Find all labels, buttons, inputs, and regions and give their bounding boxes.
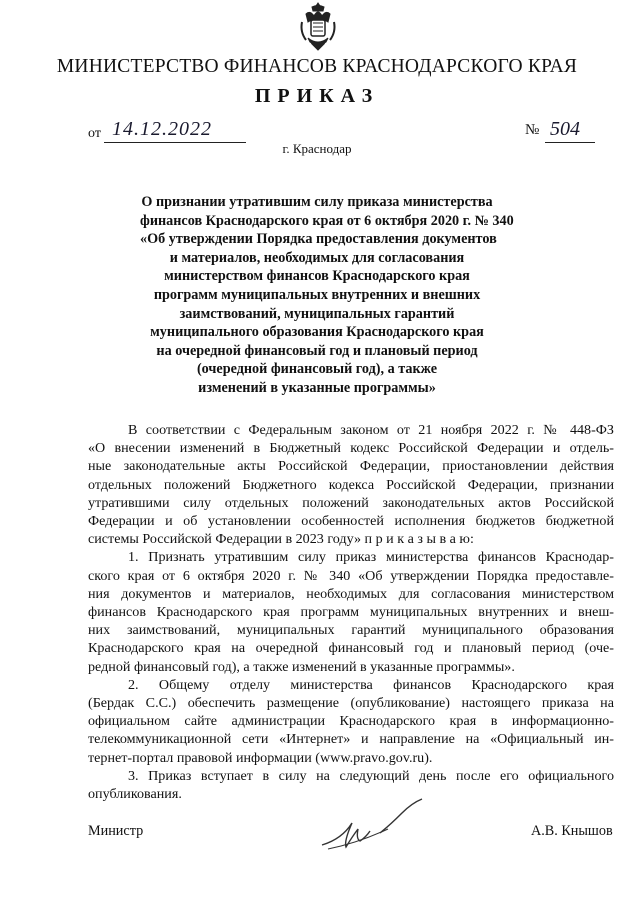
number-label: № xyxy=(525,122,540,138)
title-line: программ муниципальных внутренних и внешних xyxy=(153,286,481,303)
document-body xyxy=(88,421,614,803)
order-date: 14.12.2022 xyxy=(112,118,212,140)
body-line: тернет-портал правовой информации (www.pravo.gov.ru). xyxy=(88,749,433,766)
body-line: Федерации и об установлении особенностей исполнения бюджетов бюджетной xyxy=(88,513,614,530)
body-line: финансов Краснодарского края программ муниципальных внутренних и внеш- xyxy=(88,604,614,621)
title-line: О признании утратившим силу приказа министерства xyxy=(141,194,493,210)
title-line: заимствований, муниципальных гарантий xyxy=(179,305,455,322)
body-line: В соответствии с Федеральным законом от 21 ноября 2022 г. № 448-ФЗ xyxy=(128,422,614,438)
ministry-name: МИНИСТЕРСТВО ФИНАНСОВ КРАСНОДАРСКОГО КРАЯ xyxy=(56,56,578,77)
title-line: «Об утверждении Порядка предоставления документов xyxy=(140,231,497,248)
document-title xyxy=(140,193,514,398)
body-line: 3. Приказ вступает в силу на следующий день после его официального xyxy=(128,767,614,784)
body-line: (Бердак С.С.) обеспечить размещение (опубликование) настоящего приказа на xyxy=(88,695,614,712)
title-line: муниципального образования Краснодарского края xyxy=(150,324,484,341)
body-line: ния документов и материалов, необходимых для согласования министерством xyxy=(88,585,614,602)
body-line: 1. Признать утратившим силу приказ министерства финансов Краснодар- xyxy=(128,549,614,566)
body-line: утратившими силу отдельных положений законодательных актов Российской xyxy=(88,494,614,511)
body-line: ные законодательные акты Российской Федерации, приостановлении действия xyxy=(88,458,614,475)
title-line: финансов Краснодарского края от 6 октября 2020 г. № 340 xyxy=(140,212,514,229)
body-line: системы Российской Федерации в 2023 году» п р и к а з ы в а ю: xyxy=(88,531,474,548)
title-line: (очередной финансовый год), а также xyxy=(196,361,438,378)
order-heading: ПРИКАЗ xyxy=(254,85,380,107)
body-line: телекоммуникационной сети «Интернет» и направление на «Официальный ин- xyxy=(88,731,614,748)
handwritten-signature xyxy=(318,797,433,857)
body-line: 2. Общему отделу министерства финансов Краснодарского края xyxy=(128,676,614,693)
body-line: ского края от 6 октября 2020 г. № 340 «Об утверждении Порядка предоставле- xyxy=(88,567,614,584)
date-label: от xyxy=(88,126,101,141)
body-line: официальном сайте администрации Краснодарского края в информационно- xyxy=(88,713,614,730)
body-line: редной финансовый год), а также изменений в указанные программы». xyxy=(88,658,515,675)
signer-name: А.В. Кнышов xyxy=(531,823,613,839)
title-line: на очередной финансовый год и плановый период xyxy=(156,342,478,359)
signer-position: Министр xyxy=(88,823,144,839)
title-line: министерством финансов Краснодарского края xyxy=(164,268,470,285)
title-line: изменений в указанные программы» xyxy=(198,379,436,396)
body-line: опубликования. xyxy=(88,786,182,803)
body-line: них заимствований, муниципальных гарантий муниципального образования xyxy=(88,622,614,639)
body-line: отдельных положений Бюджетного кодекса Российской Федерации, признании xyxy=(88,476,614,493)
coat-of-arms-emblem xyxy=(298,2,338,52)
body-line: Краснодарского края на очередной финансовый год и плановый период (оче- xyxy=(88,640,614,657)
order-number: 504 xyxy=(550,118,580,140)
title-line: и материалов, необходимых для согласования xyxy=(169,249,465,266)
body-line: «О внесении изменений в Бюджетный кодекс Российской Федерации и отдель- xyxy=(88,440,614,457)
city-name: г. Краснодар xyxy=(282,141,352,156)
